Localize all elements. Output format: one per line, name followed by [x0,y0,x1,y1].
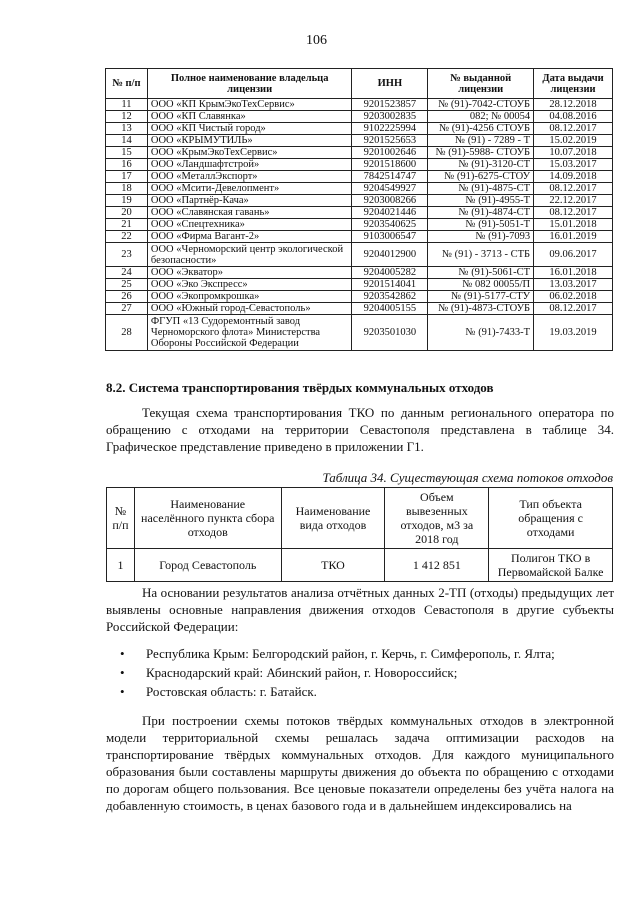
table-cell: 9204005155 [352,303,428,315]
table-row [106,303,613,315]
table-cell: ООО «Экватор» [147,267,352,279]
bullet-icon: • [120,646,125,661]
table-cell: ООО «Славянская гавань» [147,207,352,219]
table-cell: 9204021446 [352,207,428,219]
table-cell: 09.06.2017 [534,243,613,267]
table-cell: № (91)-4873-СТОУБ [428,303,534,315]
table-cell: 17 [106,171,148,183]
table-cell: Полигон ТКО в Первомайской Балке [489,549,613,582]
table-row [106,231,613,243]
table-cell: ООО «Южный город-Севастополь» [147,303,352,315]
table-cell: 15 [106,147,148,159]
table-cell: 15.02.2019 [534,135,613,147]
flow-table [106,487,613,582]
table-cell: 9201523857 [352,99,428,111]
table-cell: ООО «Партнёр-Кача» [147,195,352,207]
table-cell: 16 [106,159,148,171]
table-cell: 23 [106,243,148,267]
header-cell: № п/п [106,69,148,99]
table-row [106,99,613,111]
table-cell: № (91)-4875-СТ [428,183,534,195]
table-cell: 20 [106,207,148,219]
table-row [106,147,613,159]
table-cell: ООО «Фирма Вагант-2» [147,231,352,243]
table-cell: ООО «Эко Экспресс» [147,279,352,291]
table-cell: 16.01.2018 [534,267,613,279]
table-cell: 22 [106,231,148,243]
table-cell: № (91)-5177-СТУ [428,291,534,303]
table-cell: 15.01.2018 [534,219,613,231]
header-cell: Дата выдачи лицензии [534,69,613,99]
table-cell: № (91)-4256 СТОУБ [428,123,534,135]
table-cell: 28 [106,315,148,351]
table-cell: ООО «КРЫМУТИЛЬ» [147,135,352,147]
table-cell: 082; № 00054 [428,111,534,123]
bullet-icon: • [120,665,125,680]
table-row [106,183,613,195]
table-cell: ООО «Экопромкрошка» [147,291,352,303]
table-caption: Таблица 34. Существующая схема потоков отходов [322,470,613,485]
directions-list [120,644,555,701]
header-cell: Тип объекта обращения с отходами [489,488,613,549]
table-cell: № (91)-4874-СТ [428,207,534,219]
table-cell: ООО «КП КрымЭкоТехСервис» [147,99,352,111]
intro-paragraph: Текущая схема транспортирования ТКО по данным регионального оператора по обращению с отходами на территории Севастополя представлена в таблице 34. Графическое представление приведено в приложении Г1. [106,405,614,454]
table-cell: ООО «Ландшафтстрой» [147,159,352,171]
table-cell: 08.12.2017 [534,123,613,135]
header-cell: Наименование населённого пункта сбора отходов [134,488,281,549]
table-cell: 08.12.2017 [534,183,613,195]
table-cell: 9203002835 [352,111,428,123]
table-row [106,267,613,279]
table-cell: 19 [106,195,148,207]
table-cell: 9204005282 [352,267,428,279]
table-cell: № (91)-7093 [428,231,534,243]
table-cell: ООО «КП Чистый город» [147,123,352,135]
table-cell: 25 [106,279,148,291]
table-row [106,243,613,267]
table-cell: ООО «КрымЭкоТехСервис» [147,147,352,159]
list-item-text: Республика Крым: Белгородский район, г. Керчь, г. Симферополь, г. Ялта; [146,646,555,661]
table-cell: Город Севастополь [134,549,281,582]
table-cell: ООО «КП Славянка» [147,111,352,123]
table-row [106,315,613,351]
table-row [106,159,613,171]
list-item [120,663,555,682]
table-cell: № (91)-3120-СТ [428,159,534,171]
table-cell: ООО «Черноморский центр экологической безопасности» [147,243,352,267]
table-cell: 9203008266 [352,195,428,207]
table-cell: 26 [106,291,148,303]
table-cell: ООО «МеталлЭкспорт» [147,171,352,183]
table-cell: 7842514747 [352,171,428,183]
table-row [106,195,613,207]
table-cell: № (91) - 3713 - СТБ [428,243,534,267]
table-row [106,135,613,147]
table-cell: № (91) - 7289 - Т [428,135,534,147]
table-cell: № (91)-7433-Т [428,315,534,351]
directions-paragraph: На основании результатов анализа отчётных данных 2-ТП (отходы) предыдущих лет выявлены основные направления движения отходов Севастополя в другие субъекты Российской Федерации: [106,585,614,634]
table-cell: 19.03.2019 [534,315,613,351]
table-cell: 15.03.2017 [534,159,613,171]
license-table-header [106,69,613,99]
header-cell: № п/п [107,488,135,549]
table-cell: ФГУП «13 Судоремонтный завод Черноморского флота» Министерства Обороны Российской Федерации [147,315,352,351]
table-cell: 24 [106,267,148,279]
list-item-text: Ростовская область: г. Батайск. [146,684,317,699]
license-table [105,68,613,351]
table-cell: 1 412 851 [385,549,489,582]
table-cell: 08.12.2017 [534,207,613,219]
table-row [106,207,613,219]
table-cell: № (91)-5051-Т [428,219,534,231]
table-cell: 1 [107,549,135,582]
list-item-text: Краснодарский край: Абинский район, г. Новороссийск; [146,665,458,680]
table-row [106,279,613,291]
table-cell: 9203540625 [352,219,428,231]
table-cell: № (91)-5061-СТ [428,267,534,279]
table-cell: 04.08.2016 [534,111,613,123]
table-cell: 21 [106,219,148,231]
table-cell: 9201518600 [352,159,428,171]
table-cell: 9204549927 [352,183,428,195]
list-item [120,682,555,701]
table-cell: ООО «Спецтехника» [147,219,352,231]
table-cell: 13.03.2017 [534,279,613,291]
flow-table-header [107,488,613,549]
table-cell: 16.01.2019 [534,231,613,243]
table-cell: 11 [106,99,148,111]
table-cell: 9201525653 [352,135,428,147]
table-row [106,123,613,135]
table-cell: № (91)-7042-СТОУБ [428,99,534,111]
table-cell: 06.02.2018 [534,291,613,303]
table-row [106,111,613,123]
table-cell: 9102225994 [352,123,428,135]
header-cell: Объем вывезенных отходов, м3 за 2018 год [385,488,489,549]
table-cell: 27 [106,303,148,315]
table-cell: 9204012900 [352,243,428,267]
scheme-paragraph: При построении схемы потоков твёрдых коммунальных отходов в электронной модели территориальной схемы решалась задача оптимизации расходов на транспортирование твёрдых коммунальных отходов. Для каждого муниципального образования были составлены маршруты движения до объекта по обращению с отходами по дорогам общего пользования. Все ценовые показатели определены без учёта налога на добавленную стоимость, в ценах базового года и в дальнейшем индексировались на [106,713,614,813]
table-cell: 18 [106,183,148,195]
section-title: 8.2. Система транспортирования твёрдых коммунальных отходов [106,380,494,395]
table-cell: 9103006547 [352,231,428,243]
header-cell: ИНН [352,69,428,99]
table-cell: 9201002646 [352,147,428,159]
table-cell: 14 [106,135,148,147]
table-cell: № (91)-5988- СТОУБ [428,147,534,159]
table-cell: 13 [106,123,148,135]
table-cell: № (91)-4955-Т [428,195,534,207]
table-cell: № (91)-6275-СТОУ [428,171,534,183]
page-number: 106 [306,33,327,48]
table-cell: 28.12.2018 [534,99,613,111]
table-row [106,291,613,303]
table-cell: ТКО [281,549,385,582]
table-cell: 22.12.2017 [534,195,613,207]
bullet-icon: • [120,684,125,699]
header-cell: № выданной лицензии [428,69,534,99]
table-cell: 9203542862 [352,291,428,303]
table-cell: 9203501030 [352,315,428,351]
table-row [106,219,613,231]
header-cell: Полное наименование владельца лицензии [147,69,352,99]
table-cell: 14.09.2018 [534,171,613,183]
table-cell: 08.12.2017 [534,303,613,315]
table-cell: ООО «Мсити-Девелопмент» [147,183,352,195]
table-row [106,171,613,183]
table-cell: 9201514041 [352,279,428,291]
table-row [107,549,613,582]
table-cell: 12 [106,111,148,123]
table-cell: № 082 00055/П [428,279,534,291]
list-item [120,644,555,663]
table-cell: 10.07.2018 [534,147,613,159]
header-cell: Наименование вида отходов [281,488,385,549]
